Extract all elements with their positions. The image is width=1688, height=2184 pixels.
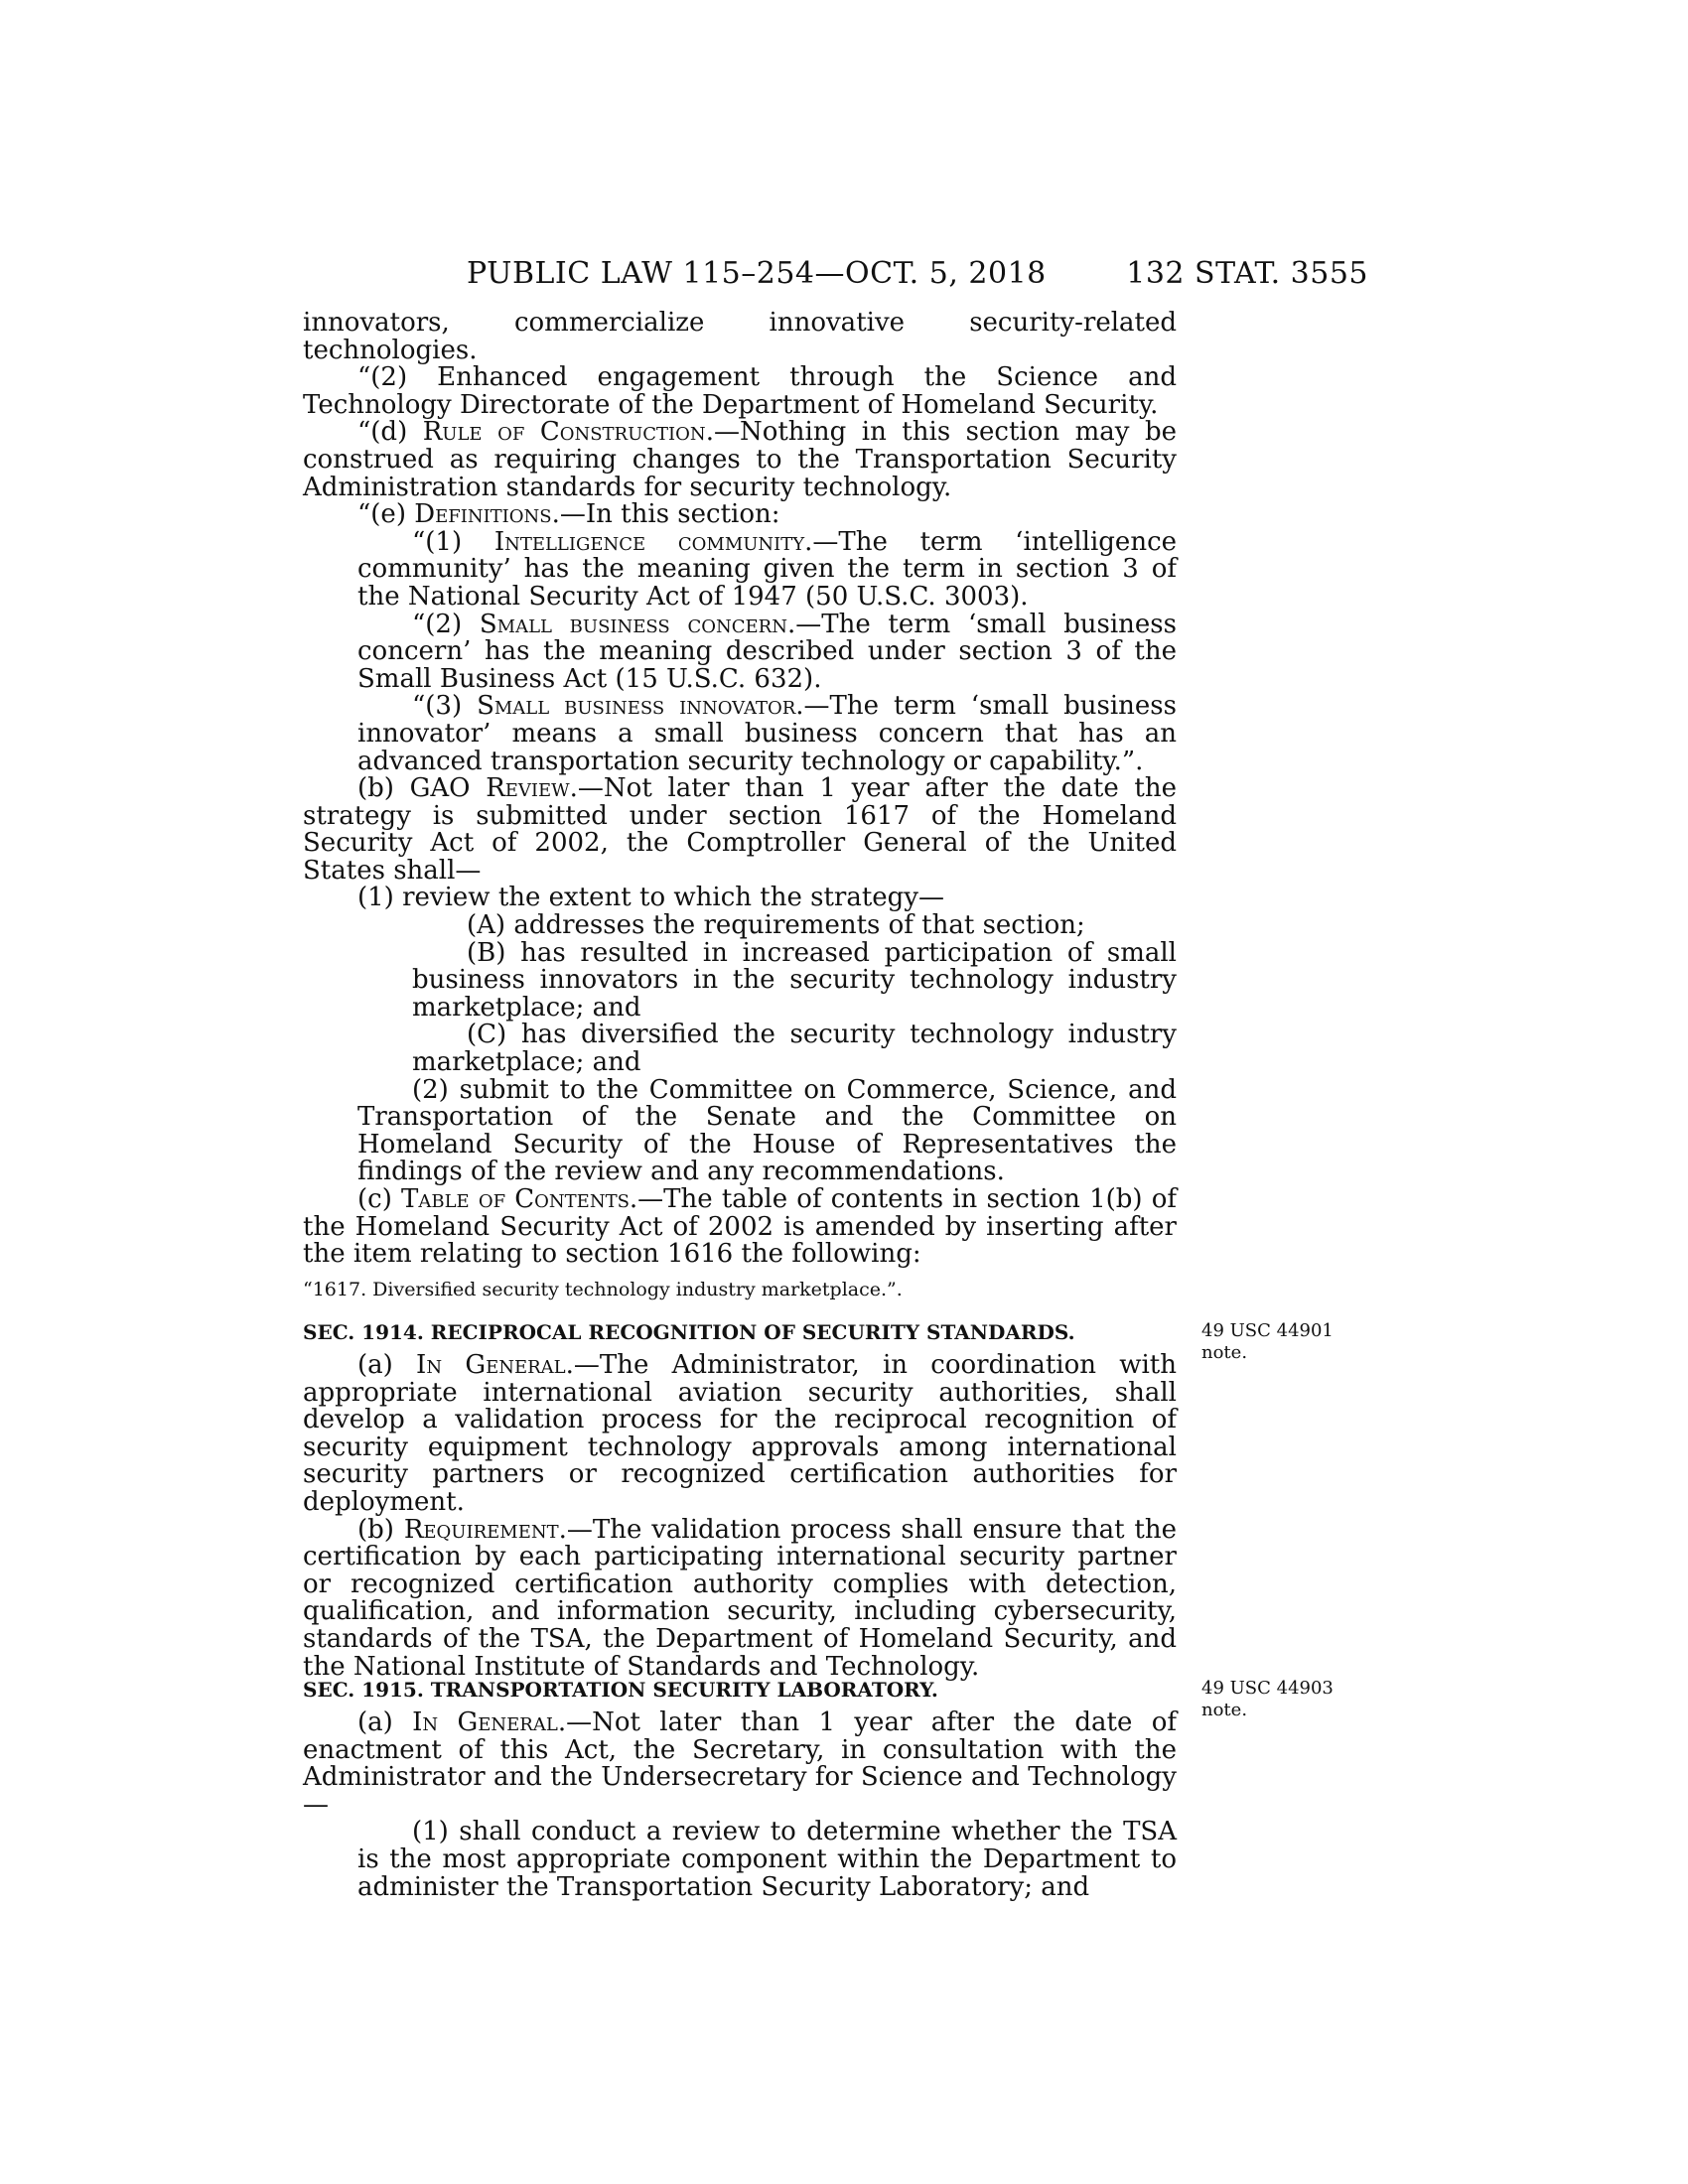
body-paragraph: (b) GAO Review.—Not later than 1 year after the date the strategy is submitted under section 1617 of the Homeland Security Act of 2002, the Comptroller General of the United States shall— xyxy=(303,773,1177,886)
margin-note-label: note. xyxy=(1201,1700,1248,1720)
body-paragraph: “(2) Enhanced engagement through the Science and Technology Directorate of the Department of Homeland Security. xyxy=(303,362,1177,420)
body-paragraph: (1) review the extent to which the strategy— xyxy=(357,883,944,913)
page-header xyxy=(467,256,1460,296)
section-1914-paragraph: (b) Requirement.—The validation process shall ensure that the certification by each participating international security partner or recognized certification authority complies with detection, qualification, and information security, including cybersecurity, standards of the TSA, the Department of Homeland Security, and the National Institute of Standards and Technology. xyxy=(303,1514,1177,1682)
section-1915-paragraph: (a) In General.—Not later than 1 year after the date of enactment of this Act, the Secretary, in consultation with the Administrator and the Undersecretary for Science and Technology— xyxy=(303,1707,1177,1820)
section-1915-body xyxy=(303,1709,1177,1901)
body-paragraph: (2) submit to the Committee on Commerce, Science, and Transportation of the Senate and the Committee on Homeland Security of the House of Representatives the findings of the review and any recommendations. xyxy=(357,1074,1177,1187)
margin-note-citation: 49 USC 44903 xyxy=(1201,1678,1334,1699)
body-paragraph: “(3) Small business innovator.—The term ‘small business innovator’ means a small business concern that has an advanced transportation security technology or capability.”. xyxy=(357,691,1177,776)
body-paragraph: (B) has resulted in increased participation of small business innovators in the security technology industry marketplace; and xyxy=(412,937,1177,1023)
section-1914-body xyxy=(303,1352,1177,1681)
body-paragraph: (A) addresses the requirements of that section; xyxy=(467,910,1085,941)
body-text-block-1 xyxy=(303,310,1177,1269)
section-1915-paragraph: (1) shall conduct a review to determine whether the TSA is the most appropriate component within the Department to administer the Transportation Security Laboratory; and xyxy=(357,1817,1177,1902)
section-1915-heading: SEC. 1915. TRANSPORTATION SECURITY LABORATORY. xyxy=(303,1678,938,1702)
body-paragraph: “(2) Small business concern.—The term ‘small business concern’ has the meaning described under section 3 of the Small Business Act (15 U.S.C. 632). xyxy=(357,609,1177,694)
section-1915-margin-note xyxy=(1201,1678,1340,1721)
body-paragraph: “(1) Intelligence community.—The term ‘intelligence community’ has the meaning given the term in section 3 of the National Security Act of 1947 (50 U.S.C. 3003). xyxy=(357,526,1178,612)
section-1914-margin-note xyxy=(1201,1320,1340,1364)
statute-page-number: 132 STAT. 3555 xyxy=(1126,256,1368,291)
toc-insert-line: “1617. Diversified security technology industry marketplace.”. xyxy=(303,1279,903,1300)
section-1914-paragraph: (a) In General.—The Administrator, in coordination with appropriate international aviation security authorities, shall develop a validation process for the reciprocal recognition of security equipment technology approvals among international security partners or recognized certification authorities for deployment. xyxy=(303,1350,1177,1517)
body-paragraph: innovators, commercialize innovative security-related technologies. xyxy=(303,308,1177,365)
body-paragraph: (C) has diversified the security technology industry marketplace; and xyxy=(412,1020,1177,1078)
margin-note-citation: 49 USC 44901 xyxy=(1201,1320,1334,1341)
body-paragraph: (c) Table of Contents.—The table of contents in section 1(b) of the Homeland Security Act of 2002 is amended by inserting after the item relating to section 1616 the following: xyxy=(303,1184,1177,1270)
body-paragraph: “(e) Definitions.—In this section: xyxy=(357,499,780,530)
section-1914-heading: SEC. 1914. RECIPROCAL RECOGNITION OF SECURITY STANDARDS. xyxy=(303,1320,1075,1344)
margin-note-label: note. xyxy=(1201,1342,1248,1363)
running-head-title: PUBLIC LAW 115–254—OCT. 5, 2018 xyxy=(467,256,1047,291)
body-paragraph: “(d) Rule of Construction.—Nothing in this section may be construed as requiring changes to the Transportation Security Administration standards for security technology. xyxy=(303,417,1177,502)
